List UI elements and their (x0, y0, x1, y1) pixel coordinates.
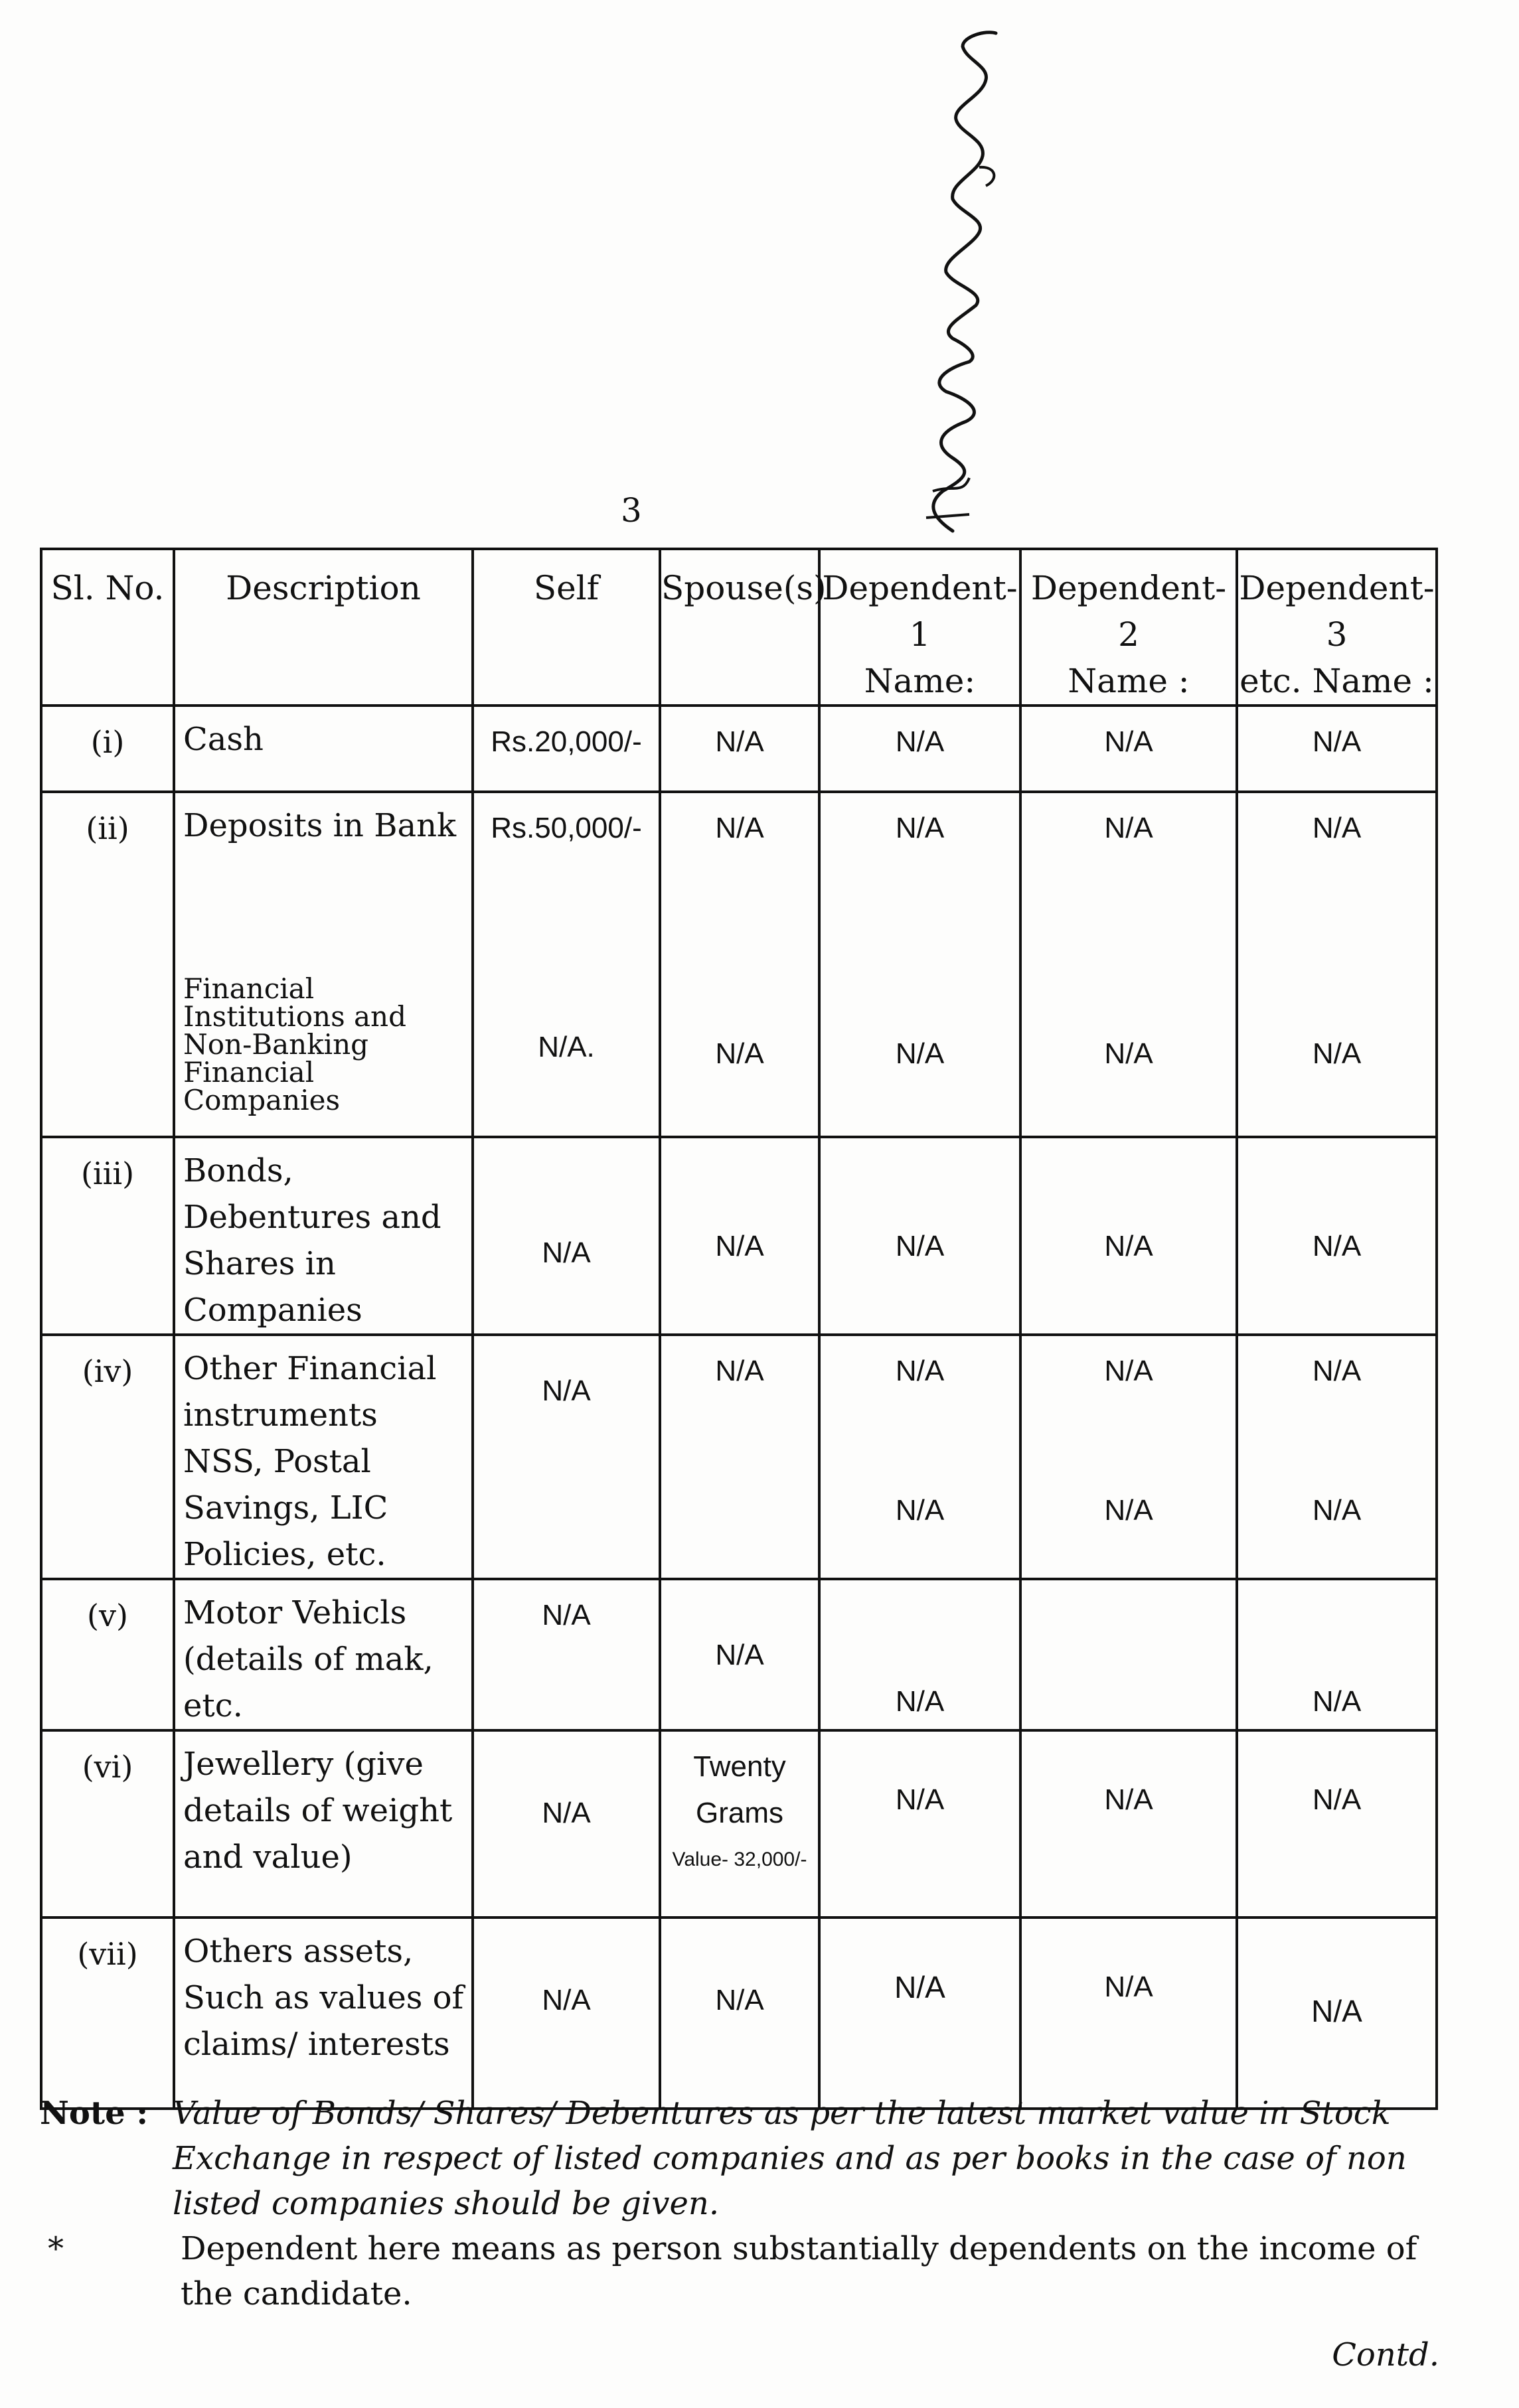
table-row (41, 1730, 1437, 1918)
row-spouse-value: N/A (715, 1639, 764, 1671)
note-row (40, 2091, 1441, 2226)
row-sl: (v) (41, 1579, 174, 1730)
row-spouse (660, 1579, 819, 1730)
row-description: Motor Vehicls (details of mak, etc. (174, 1579, 473, 1730)
header-dependent-3 (1237, 549, 1437, 706)
note-text: Value of Bonds/ Shares/ Debentures as per the latest market value in Stock Exchange in respect of listed companies and as per books in the case of non listed companies should be given. (173, 2095, 1407, 2222)
row-dependent-3-value: N/A (1312, 1783, 1362, 1816)
row-sl: (i) (41, 706, 174, 792)
row-dependent-2 (1020, 1137, 1237, 1335)
row-self-value: N/A (542, 1375, 591, 1407)
row-dependent-2 (1020, 1335, 1237, 1579)
row-dependent-1 (819, 792, 1020, 1137)
row-spouse-sub: N/A (715, 1037, 764, 1070)
row-spouse-value: N/A (715, 1355, 764, 1387)
table-header-row (41, 549, 1437, 706)
row-dependent-3 (1237, 792, 1437, 1137)
header-dependent-2-name: Name : (1068, 662, 1190, 700)
row-dependent-2: N/A (1020, 706, 1237, 792)
header-spouse: Spouse(s) (660, 549, 819, 706)
row-dependent-3 (1237, 1335, 1437, 1579)
row-self (473, 1335, 660, 1579)
row-dependent-1: N/A (819, 706, 1020, 792)
header-dependent-2 (1020, 549, 1237, 706)
row-dependent-1 (819, 1137, 1020, 1335)
row-dependent-1-value: N/A (895, 1230, 945, 1262)
row-dependent-3 (1237, 1730, 1437, 1918)
row-spouse (660, 1137, 819, 1335)
row-self: Rs.20,000/- (473, 706, 660, 792)
row-sl: (ii) (41, 792, 174, 1137)
row-description-main: Deposits in Bank (183, 807, 457, 844)
row-dependent-3 (1237, 1918, 1437, 2109)
row-description: Bonds, Debentures and Shares in Companies (174, 1137, 473, 1335)
row-spouse-value: N/A (715, 1230, 764, 1262)
row-dependent-1-value: N/A (895, 1783, 945, 1816)
row-spouse (660, 1918, 819, 2109)
row-spouse (660, 1730, 819, 1918)
table-row (41, 1137, 1437, 1335)
row-spouse-line-1: Twenty (693, 1750, 786, 1783)
row-dependent-1 (819, 1579, 1020, 1730)
row-spouse-value: N/A (715, 1984, 764, 2016)
row-dependent-2-value: N/A (1104, 1230, 1153, 1262)
page-number: 3 (621, 491, 642, 530)
row-dependent-2-value: N/A (1104, 1783, 1153, 1816)
row-description: Other Financial instruments NSS, Postal Savings, LIC Policies, etc. (174, 1335, 473, 1579)
row-spouse: N/A (660, 706, 819, 792)
footnote-row (40, 2226, 1441, 2316)
row-dependent-1-value: N/A (894, 1970, 945, 2004)
row-dependent-3 (1237, 1137, 1437, 1335)
row-self (473, 1918, 660, 2109)
assets-table (40, 548, 1438, 2110)
row-self-value: N/A (542, 1237, 591, 1269)
row-dependent-2-value-b: N/A (1104, 1494, 1153, 1527)
row-dependent-2-sub: N/A (1104, 1037, 1153, 1070)
row-description: Cash (174, 706, 473, 792)
row-self (473, 1137, 660, 1335)
row-dependent-1 (819, 1918, 1020, 2109)
row-sl: (iii) (41, 1137, 174, 1335)
continued-label: Contd. (1332, 2336, 1439, 2373)
row-dependent-3-value-b: N/A (1312, 1494, 1362, 1527)
header-self: Self (473, 549, 660, 706)
header-dependent-2-title: Dependent-2 (1030, 569, 1227, 654)
row-sl: (iv) (41, 1335, 174, 1579)
row-sl: (vii) (41, 1918, 174, 2109)
header-dependent-1-title: Dependent-1 (822, 569, 1018, 654)
row-dependent-1-value: N/A (895, 1355, 945, 1387)
row-description (174, 792, 473, 1137)
footnote-text: Dependent here means as person substantially dependents on the income of the candidate. (181, 2230, 1417, 2312)
row-dependent-3-value: N/A (1311, 1994, 1362, 2028)
row-spouse (660, 1335, 819, 1579)
row-dependent-3-value: N/A (1312, 1355, 1362, 1387)
row-self: N/A (473, 1579, 660, 1730)
row-spouse-main: N/A (715, 812, 764, 844)
row-dependent-3 (1237, 1579, 1437, 1730)
header-dependent-3-name: etc. Name : (1239, 662, 1434, 700)
row-dependent-1 (819, 1335, 1020, 1579)
row-dependent-2 (1020, 1579, 1237, 1730)
row-dependent-3-value: N/A (1312, 1685, 1362, 1718)
row-dependent-1-value: N/A (895, 1685, 945, 1718)
note-label: Note : (40, 2095, 149, 2132)
table-row (41, 1335, 1437, 1579)
handwritten-signature (853, 13, 1052, 544)
row-dependent-2 (1020, 1918, 1237, 2109)
row-dependent-2 (1020, 1730, 1237, 1918)
row-description: Jewellery (give details of weight and value) (174, 1730, 473, 1918)
row-dependent-1 (819, 1730, 1020, 1918)
row-dependent-2-main: N/A (1104, 812, 1153, 844)
row-dependent-1-main: N/A (895, 812, 945, 844)
row-dependent-2 (1020, 792, 1237, 1137)
row-self-sub: N/A. (538, 1031, 595, 1063)
row-dependent-3: N/A (1237, 706, 1437, 792)
header-dependent-3-title: Dependent-3 (1239, 569, 1435, 654)
row-self-value: N/A (542, 1984, 591, 2016)
row-self-value: N/A (542, 1797, 591, 1829)
header-dependent-1-name: Name: (864, 662, 976, 700)
table-row (41, 792, 1437, 1137)
row-self (473, 792, 660, 1137)
row-dependent-3-sub: N/A (1312, 1037, 1362, 1070)
row-dependent-1-value-b: N/A (895, 1494, 945, 1527)
note-block (40, 2091, 1441, 2316)
row-dependent-2-value: N/A (1104, 1355, 1153, 1387)
row-dependent-3-value: N/A (1312, 1230, 1362, 1262)
row-sl: (vi) (41, 1730, 174, 1918)
table-row (41, 1579, 1437, 1730)
header-description: Description (174, 549, 473, 706)
header-sl-no: Sl. No. (41, 549, 174, 706)
row-self-main: Rs.50,000/- (491, 812, 642, 844)
row-dependent-2-value: N/A (1104, 1971, 1153, 2003)
row-description: Others assets, Such as values of claims/ interests (174, 1918, 473, 2109)
table-row (41, 706, 1437, 792)
row-dependent-3-main: N/A (1312, 812, 1362, 844)
table-row (41, 1918, 1437, 2109)
footnote-star: * (48, 2230, 64, 2267)
row-spouse-line-2: Grams (696, 1797, 783, 1829)
header-dependent-1 (819, 549, 1020, 706)
row-description-sub: Financial Institutions and Non-Banking Financial Companies (183, 972, 406, 1116)
row-spouse-line-3: Value- 32,000/- (672, 1848, 807, 1870)
row-self (473, 1730, 660, 1918)
row-dependent-1-sub: N/A (895, 1037, 945, 1070)
row-spouse (660, 792, 819, 1137)
